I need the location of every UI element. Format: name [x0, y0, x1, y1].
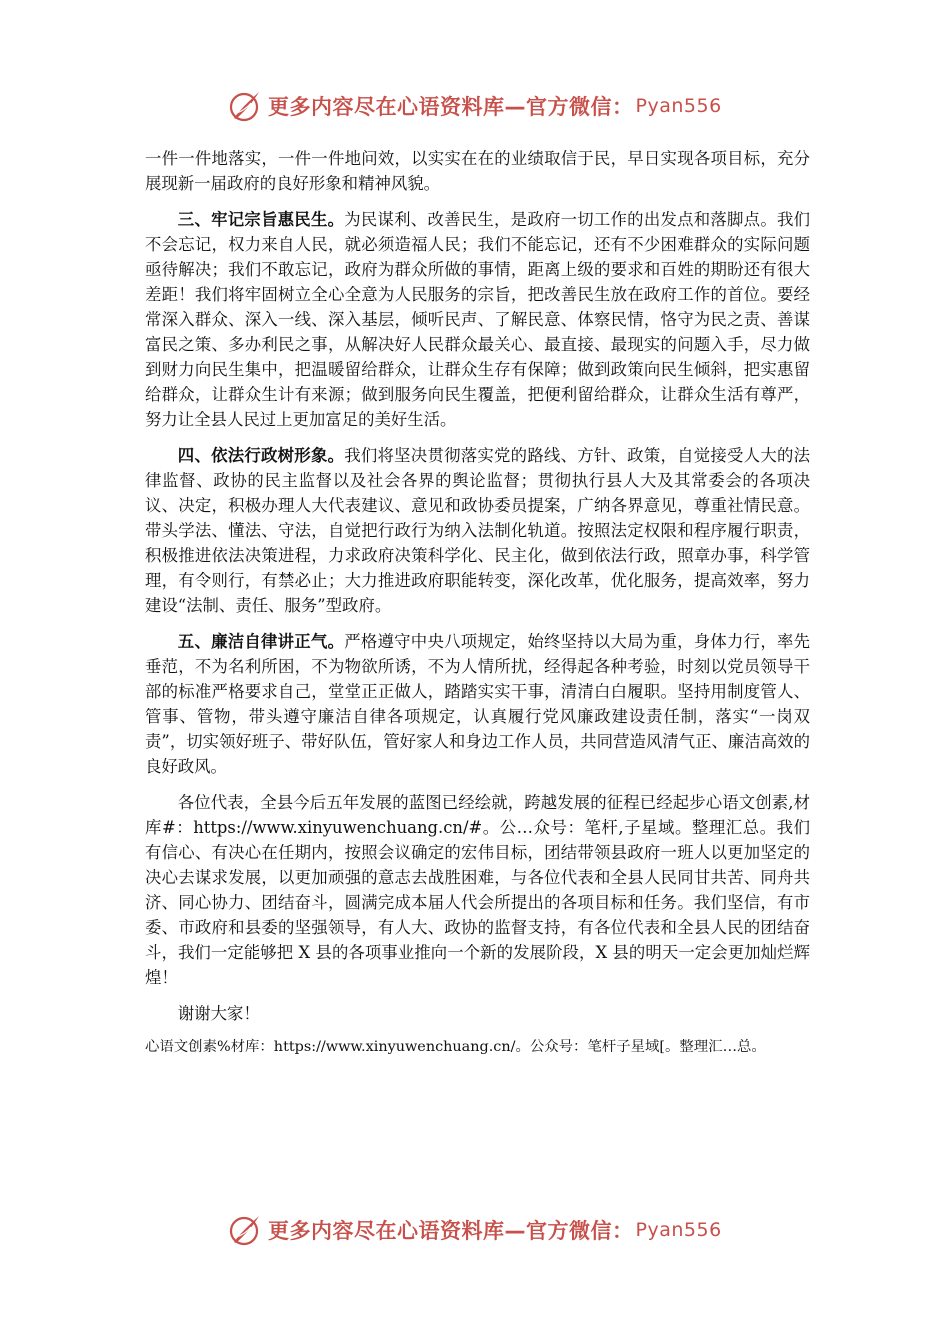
paragraph-section-five [145, 629, 810, 779]
banner-wechat-id: Pyan556 [635, 1219, 722, 1241]
quill-seal-logo-icon [226, 1212, 262, 1248]
paragraph-thanks [145, 1001, 810, 1026]
paragraph-continuation [145, 146, 810, 196]
header-banner [226, 86, 722, 126]
banner-text: 更多内容尽在心语资料库—官方微信： [268, 95, 634, 119]
paragraph-body: 我们将坚决贯彻落实党的路线、方针、政策，自觉接受人大的法律监督、政协的民主监督以及社会各界的舆论监督；贯彻执行县人大及其常委会的各项决议、决定，积极办理人大代表建议、意见和政协委员提案，广纳各界意见，尊重社情民意。带头学法、懂法、守法，自觉把行政行为纳入法制化轨道。按照法定权限和程序履行职责，积极推进依法决策进程，力求政府决策科学化、民主化，做到依法行政，照章办事，科学管理，有令则行，有禁必止；大力推进政府职能转变，深化改革，优化服务，提高效率，努力建设“法制、责任、服务”型政府。 [145, 446, 811, 615]
quill-seal-logo-icon [226, 88, 262, 124]
footer-banner [226, 1210, 722, 1250]
paragraph-closing [145, 790, 810, 990]
section-heading: 四、依法行政树形象。 [177, 446, 345, 465]
paragraph-section-four [145, 443, 810, 618]
section-heading: 五、廉洁自律讲正气。 [177, 632, 345, 651]
document-body [145, 146, 810, 1072]
banner-wechat-id: Pyan556 [635, 95, 722, 117]
footer-note: 心语文创素%材库：https://www.xinyuwenchuang.cn/。公众号：笔杆子星域[。整理汇…总。 [145, 1039, 766, 1055]
section-heading: 三、牢记宗旨惠民生。 [177, 210, 345, 229]
paragraph-body: 各位代表，全县今后五年发展的蓝图已经绘就，跨越发展的征程已经起步心语文创素,材库#：https://www.xinyuwenchuang.cn/#。公…众号：笔杆,子星域。整理汇总。我们有信心、有决心在任期内，按照会议确定的宏伟目标，团结带领县政府一班人以更加坚定的决心去谋求发展，以更加顽强的意志去战胜困难，与各位代表和全县人民同甘共苦、同舟共济、同心协力、团结奋斗，圆满完成本届人代会所提出的各项目标和任务。我们坚信，有市委、市政府和县委的坚强领导，有人大、政协的监督支持，有各位代表和全县人民的团结奋斗，我们一定能够把 X 县的各项事业推向一个新的发展阶段，X 县的明天一定会更加灿烂辉煌！ [145, 793, 810, 987]
paragraph-body: 严格遵守中央八项规定，始终坚持以大局为重，身体力行，率先垂范，不为名利所困，不为物欲所诱，不为人情所扰，经得起各种考验，时刻以党员领导干部的标准严格要求自己，堂堂正正做人，踏踏实实干事，清清白白履职。坚持用制度管人、管事、管物，带头遵守廉洁自律各项规定，认真履行党风廉政建设责任制，落实“一岗双责”，切实领好班子、带好队伍，管好家人和身边工作人员，共同营造风清气正、廉洁高效的良好政风。 [145, 632, 811, 776]
paragraph-body: 谢谢大家！ [177, 1004, 260, 1023]
paragraph-section-three [145, 207, 810, 432]
banner-text: 更多内容尽在心语资料库—官方微信： [268, 1219, 634, 1243]
paragraph-body: 一件一件地落实，一件一件地问效，以实实在在的业绩取信于民，早日实现各项目标，充分展现新一届政府的良好形象和精神风貌。 [145, 149, 810, 193]
paragraph-body: 为民谋利、改善民生，是政府一切工作的出发点和落脚点。我们不会忘记，权力来自人民，就必须造福人民；我们不能忘记，还有不少困难群众的实际问题亟待解决；我们不敢忘记，政府为群众所做的事情，距离上级的要求和百姓的期盼还有很大差距！我们将牢固树立全心全意为人民服务的宗旨，把改善民生放在政府工作的首位。要经常深入群众、深入一线、深入基层，倾听民声、了解民意、体察民情，恪守为民之责、善谋富民之策、多办利民之事，从解决好人民群众最关心、最直接、最现实的问题入手，尽力做到财力向民生集中，把温暖留给群众，让群众生存有保障；做到政策向民生倾斜，把实惠留给群众，让群众生计有来源；做到服务向民生覆盖，把便利留给群众，让群众生活有尊严，努力让全县人民过上更加富足的美好生活。 [145, 210, 811, 429]
